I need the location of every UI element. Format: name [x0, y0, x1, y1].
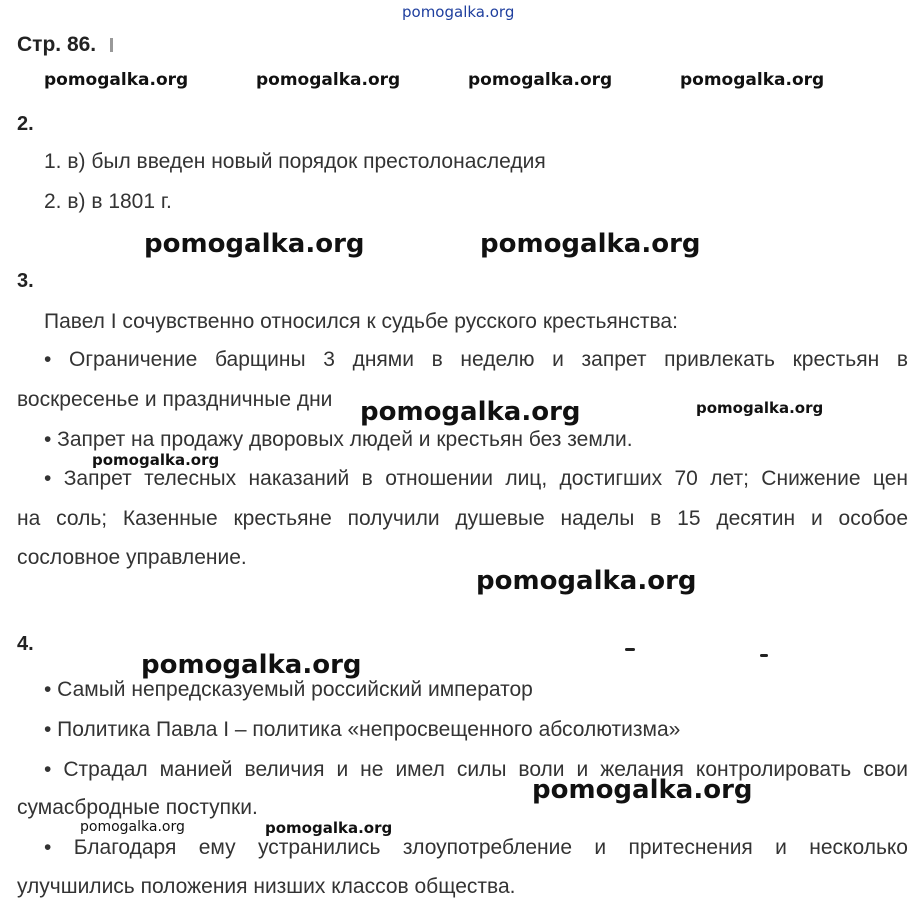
watermark: pomogalka.org: [476, 566, 697, 596]
watermark: pomogalka.org: [256, 70, 401, 90]
bullet-line: • Благодаря ему устранились злоупотребление и притеснения и несколько: [44, 836, 908, 859]
watermark: pomogalka.org: [696, 399, 824, 417]
answer-item: 1. в) был введен новый порядок престолонаследия: [44, 150, 546, 173]
bullet-line: улучшились положения низших классов общества.: [17, 875, 516, 898]
bullet-line: • Политика Павла I – политика «непросвещенного абсолютизма»: [44, 718, 681, 741]
task-number: 3.: [17, 270, 34, 292]
site-watermark-top: pomogalka.org: [402, 3, 515, 21]
watermark: pomogalka.org: [680, 70, 825, 90]
watermark: pomogalka.org: [92, 451, 220, 469]
page-title: Стр. 86.: [17, 33, 97, 56]
watermark: pomogalka.org: [265, 819, 393, 837]
scan-mark: [110, 38, 113, 52]
task-number: 4.: [17, 633, 34, 655]
watermark: pomogalka.org: [80, 819, 185, 835]
watermark: pomogalka.org: [44, 70, 189, 90]
watermark: pomogalka.org: [480, 229, 701, 259]
watermark: pomogalka.org: [144, 229, 365, 259]
scan-mark: [760, 654, 768, 657]
bullet-line: на соль; Казенные крестьяне получили душевые наделы в 15 десятин и особое: [17, 507, 908, 530]
scan-mark: [625, 648, 635, 651]
paragraph: Павел I сочувственно относился к судьбе русского крестьянства:: [44, 310, 678, 333]
watermark: pomogalka.org: [360, 397, 581, 427]
bullet-line: • Ограничение барщины 3 днями в неделю и запрет привлекать крестьян в: [44, 348, 908, 371]
bullet-line: сумасбродные поступки.: [17, 796, 258, 819]
bullet-line: • Самый непредсказуемый российский император: [44, 678, 533, 701]
bullet-line: воскресенье и праздничные дни: [17, 388, 333, 411]
watermark: pomogalka.org: [532, 775, 753, 805]
task-number: 2.: [17, 113, 34, 135]
bullet-line: сословное управление.: [17, 546, 247, 569]
bullet-line: • Страдал манией величия и не имел силы воли и желания контролировать свои: [44, 758, 908, 781]
bullet-line: • Запрет телесных наказаний в отношении лиц, достигших 70 лет; Снижение цен: [44, 467, 908, 490]
bullet-line: • Запрет на продажу дворовых людей и крестьян без земли.: [44, 428, 633, 451]
answer-item: 2. в) в 1801 г.: [44, 190, 172, 213]
watermark: pomogalka.org: [468, 70, 613, 90]
watermark: pomogalka.org: [141, 650, 362, 680]
